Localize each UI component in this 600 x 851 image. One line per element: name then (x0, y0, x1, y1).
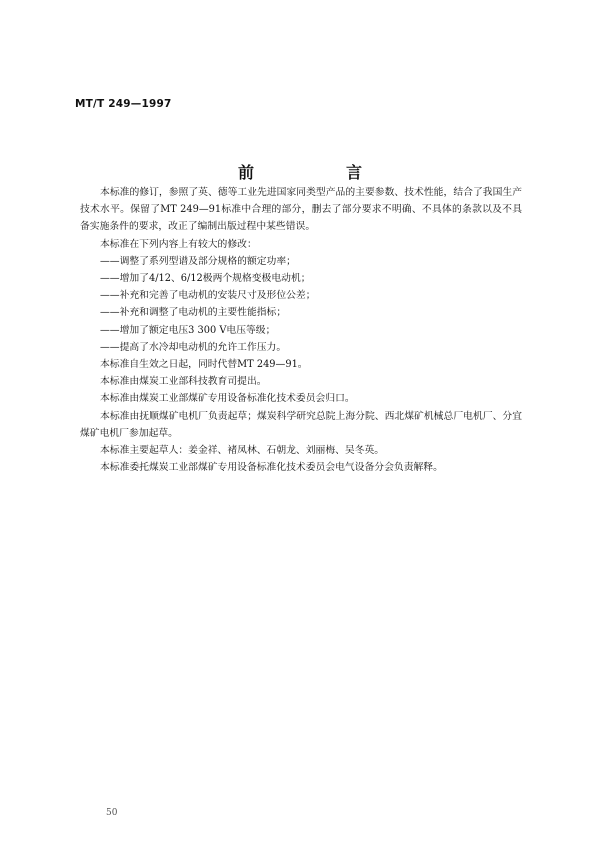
paragraph-effective-date: 本标准自生效之日起，同时代替MT 249—91。 (100, 359, 308, 371)
document-code: MT/T 249—1997 (75, 98, 172, 110)
paragraph-drafters: 本标准主要起草人：姜金祥、褚凤林、石朝龙、刘丽梅、吴冬英。 (100, 445, 385, 457)
paragraph-interpretation: 本标准委托煤炭工业部煤矿专用设备标准化技术委员会电气设备分会负责解释。 (100, 462, 443, 474)
body-text (80, 184, 522, 476)
list-item-change: ——补充和调整了电动机的主要性能指标； (100, 307, 287, 319)
list-item-change: ——提高了水冷却电动机的允许工作压力。 (100, 341, 287, 353)
paragraph-centralized-by: 本标准由煤炭工业部煤矿专用设备标准化技术委员会归口。 (100, 393, 355, 405)
paragraph-drafting-units: 本标准由抚顺煤矿电机厂负责起草；煤炭科学研究总院上海分院、西北煤矿机械总厂电机厂、分宜煤矿电机厂参加起草。 (80, 410, 522, 439)
list-item-change: ——增加了额定电压3 300 V电压等级； (100, 324, 276, 336)
page-number: 50 (106, 808, 118, 818)
paragraph-proposer: 本标准由煤炭工业部科技教育司提出。 (100, 376, 267, 388)
paragraph-revision-basis: 本标准的修订，参照了英、德等工业先进国家同类型产品的主要参数、技术性能，结合了我国生产技术水平。保留了MT 249—91标准中合理的部分，删去了部分要求不明确、不具体的条款以及不具备实施条件的要求，改正了编制出版过程中某些错误。 (80, 187, 522, 233)
section-title: 前 言 (237, 163, 400, 182)
list-item-change: ——补充和完善了电动机的安装尺寸及形位公差； (100, 290, 316, 302)
list-item-change: ——调整了系列型谱及部分规格的额定功率； (100, 255, 296, 267)
list-item-change: ——增加了4/12、6/12极两个规格变极电动机； (100, 273, 311, 285)
paragraph-changes-intro: 本标准在下列内容上有较大的修改： (100, 238, 257, 250)
